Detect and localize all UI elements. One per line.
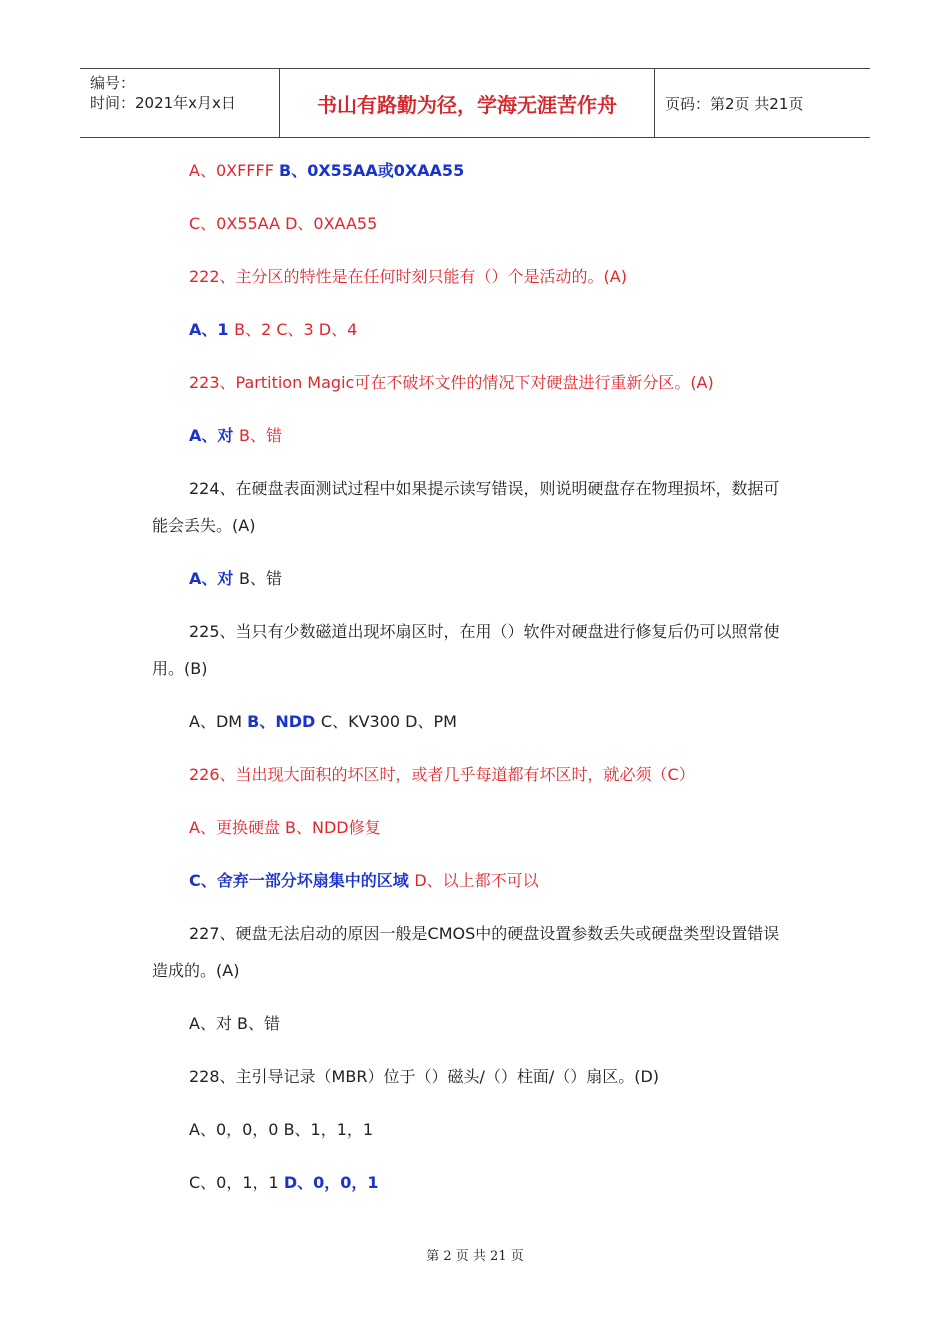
body-text: A、对 B、错 bbox=[189, 1014, 281, 1033]
question-line bbox=[152, 613, 792, 687]
paragraph-gap bbox=[152, 401, 792, 417]
document-body bbox=[152, 152, 792, 1201]
body-text: 224、在硬盘表面测试过程中如果提示读写错误，则说明硬盘存在物理损坏，数据可能会丢失。(A) bbox=[152, 479, 780, 535]
question-line bbox=[152, 311, 792, 348]
body-text: 227、硬盘无法启动的原因一般是CMOS中的硬盘设置参数丢失或硬盘类型设置错误造成的。(A) bbox=[152, 924, 780, 980]
question-line bbox=[152, 1058, 792, 1095]
paragraph-gap bbox=[152, 793, 792, 809]
time-label: 时间：2021年x月x日 bbox=[90, 94, 236, 112]
paragraph-gap bbox=[152, 189, 792, 205]
body-text: 228、主引导记录（MBR）位于（）磁头/（）柱面/（）扇区。(D) bbox=[189, 1067, 660, 1086]
body-text: A、0XFFFF bbox=[189, 161, 279, 180]
paragraph-gap bbox=[152, 1148, 792, 1164]
body-text: B、2 C、3 D、4 bbox=[234, 320, 358, 339]
body-text: B、错 bbox=[238, 426, 282, 445]
answer-text: B、0X55AA或0XAA55 bbox=[279, 161, 465, 180]
paragraph-gap bbox=[152, 348, 792, 364]
number-label: 编号： bbox=[90, 74, 136, 92]
paragraph-gap bbox=[152, 846, 792, 862]
paragraph-gap bbox=[152, 1095, 792, 1111]
paragraph-gap bbox=[152, 899, 792, 915]
paragraph-gap bbox=[152, 597, 792, 613]
paragraph-gap bbox=[152, 544, 792, 560]
paragraph-gap bbox=[152, 295, 792, 311]
question-line bbox=[152, 258, 792, 295]
body-text: 225、当只有少数磁道出现坏扇区时，在用（）软件对硬盘进行修复后仍可以照常使用。(B) bbox=[152, 622, 780, 678]
body-text: 223、Partition Magic可在不破坏文件的情况下对硬盘进行重新分区。(A) bbox=[189, 373, 714, 392]
answer-text: B、NDD bbox=[247, 712, 321, 731]
header-meta bbox=[80, 69, 280, 137]
header-motto: 书山有路勤为径，学海无涯苦作舟 bbox=[280, 69, 655, 137]
body-text: 226、当出现大面积的坏区时，或者几乎每道都有坏区时，就必须（C） bbox=[189, 765, 695, 784]
question-line bbox=[152, 862, 792, 899]
paragraph-gap bbox=[152, 740, 792, 756]
body-text: A、更换硬盘 B、NDD修复 bbox=[189, 818, 381, 837]
paragraph-gap bbox=[152, 687, 792, 703]
body-text: A、DM bbox=[189, 712, 248, 731]
page-header bbox=[80, 68, 870, 138]
question-line bbox=[152, 703, 792, 740]
question-line bbox=[152, 1111, 792, 1148]
question-line bbox=[152, 1164, 792, 1201]
body-text: C、0X55AA D、0XAA55 bbox=[189, 214, 378, 233]
body-text: 222、主分区的特性是在任何时刻只能有（）个是活动的。(A) bbox=[189, 267, 627, 286]
paragraph-gap bbox=[152, 1042, 792, 1058]
question-line bbox=[152, 1005, 792, 1042]
paragraph-gap bbox=[152, 454, 792, 470]
question-line bbox=[152, 205, 792, 242]
answer-text: A、对 bbox=[189, 569, 239, 588]
body-text: B、错 bbox=[238, 569, 282, 588]
paragraph-gap bbox=[152, 242, 792, 258]
question-line bbox=[152, 809, 792, 846]
answer-text: C、舍弃一部分坏扇集中的区域 bbox=[189, 871, 415, 890]
answer-text: A、对 bbox=[189, 426, 239, 445]
answer-text: D、0，0，1 bbox=[283, 1173, 379, 1192]
question-line bbox=[152, 470, 792, 544]
question-line bbox=[152, 560, 792, 597]
question-line bbox=[152, 152, 792, 189]
body-text: D、以上都不可以 bbox=[414, 871, 539, 890]
body-text: C、KV300 D、PM bbox=[320, 712, 457, 731]
paragraph-gap bbox=[152, 989, 792, 1005]
answer-text: A、1 bbox=[189, 320, 235, 339]
question-line bbox=[152, 417, 792, 454]
header-page-info: 页码：第2页 共21页 bbox=[665, 94, 804, 113]
page-footer: 第 2 页 共 21 页 bbox=[426, 1249, 524, 1264]
body-text: A、0，0，0 B、1，1，1 bbox=[189, 1120, 374, 1139]
body-text: C、0，1，1 bbox=[189, 1173, 284, 1192]
question-line bbox=[152, 915, 792, 989]
question-line bbox=[152, 756, 792, 793]
question-line bbox=[152, 364, 792, 401]
